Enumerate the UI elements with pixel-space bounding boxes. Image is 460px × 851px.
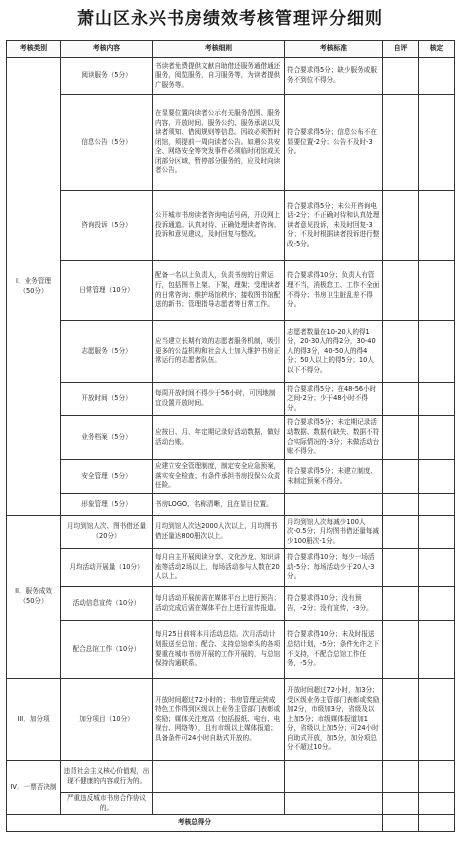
self-score-cell[interactable]	[383, 761, 419, 793]
self-score-cell[interactable]	[383, 516, 419, 549]
table-row	[7, 793, 455, 815]
standard-cell: 符合要求得10分；没有预告，-2分；没有宣传，-3分。	[285, 587, 383, 621]
detail-cell: 公开城市书房读者咨询电话号码，开设网上投诉通道。认真对待、正确处理读者咨询、投诉和意见建议，及时回复与整改。	[153, 191, 285, 261]
detail-cell: 月均到馆人次达2000人次以上，月均图书借还量达800册次以上。	[153, 516, 285, 549]
detail-cell	[153, 761, 285, 793]
standard-cell: 符合要求得5分；未公开咨询电话-2分；不正确对待和认真处理读者意见投诉，未及时回复-3分；不及时根据读者投诉进行整改-5分。	[285, 191, 383, 261]
self-score-cell[interactable]	[383, 416, 419, 460]
item-cell: 月均活动开展量（10分）	[61, 549, 153, 587]
item-cell: 开放时间（5分）	[61, 383, 153, 416]
standard-cell: 符合要求得5分；在48-56小时之间-2分；少于48小时不得分。	[285, 383, 383, 416]
total-self-score-cell[interactable]	[383, 815, 419, 832]
header-approved-score: 核定	[419, 41, 455, 58]
item-cell: 加分项目（10分）	[61, 679, 153, 761]
standard-cell: 符合要求得5分；未建立制度、未制定预案不得分。	[285, 460, 383, 494]
table-row	[7, 494, 455, 516]
standard-cell: 符合要求得10分；未及时报送总结计划，-5分；条件允许之下不支持，不配合总馆工作任务，-5分。	[285, 621, 383, 679]
standard-cell	[285, 761, 383, 793]
detail-cell: 配备一名以上负责人，负责书房的日常运行，包括图书上架、下架，理架；受理读者的日常咨询；维护场馆秩序；接收图书馆配送的新书；管理指导志愿者等日常工作。	[153, 261, 285, 321]
approved-score-cell[interactable]	[419, 95, 455, 191]
self-score-cell[interactable]	[383, 549, 419, 587]
table-row	[7, 383, 455, 416]
self-score-cell[interactable]	[383, 587, 419, 621]
self-score-cell[interactable]	[383, 58, 419, 95]
self-score-cell[interactable]	[383, 621, 419, 679]
self-score-cell[interactable]	[383, 494, 419, 516]
detail-cell	[153, 793, 285, 815]
header-detail: 考核细则	[153, 41, 285, 58]
detail-cell: 在显要位置向读者公示有关服务范围、服务内容、开放时间、服务公约、服务承诺以及读者须知、借阅规则等信息。因故必须暂时闭馆，须提前一周向读者公告。如遇公共安全、网络安全等突发事件必须临时闭馆或关闭部分区域，暂停部分服务的，应及时向读者公告。	[153, 95, 285, 191]
detail-cell: 开放时间超过72小时的；书房管理运营成特色工作得到区级以上业务主管部门表彰或奖励；媒体关注度高（包括报纸、电台、电视台、网络等），且有市级以上媒体报道；具备条件可24小时自助式开放的。	[153, 679, 285, 761]
item-cell: 咨询投诉（5分）	[61, 191, 153, 261]
item-cell: 信息公告（5分）	[61, 95, 153, 191]
item-cell: 严重违反城市书房合作协议的。	[61, 793, 153, 815]
detail-cell: 书房LOGO、名称清晰，且在显目位置。	[153, 494, 285, 516]
table-row	[7, 416, 455, 460]
self-score-cell[interactable]	[383, 460, 419, 494]
self-score-cell[interactable]	[383, 95, 419, 191]
approved-score-cell[interactable]	[419, 621, 455, 679]
category-cell: IV．一票否决制	[7, 761, 61, 815]
detail-cell: 每月自主开展阅读分享、文化沙龙、知识讲座等活动2场以上，每场活动参与人数在20人以上。	[153, 549, 285, 587]
approved-score-cell[interactable]	[419, 460, 455, 494]
approved-score-cell[interactable]	[419, 587, 455, 621]
standard-cell: 月均到馆人次每减少100人次-0.5分；月均图书借还量每减少100册次-1分。	[285, 516, 383, 549]
self-score-cell[interactable]	[383, 383, 419, 416]
item-cell: 配合总馆工作（10分）	[61, 621, 153, 679]
table-row	[7, 95, 455, 191]
standard-cell: 开放时间超过72小时，加3分；受区级业务主管部门表彰或奖励加2分，市级加3分，省级及以上加5分；市级媒体报道加1分，省级以上加5分；可24小时自助式开放，加5分，加分项总分不超过10分。	[285, 679, 383, 761]
total-row	[7, 815, 455, 832]
approved-score-cell[interactable]	[419, 679, 455, 761]
standard-cell: 符合要求得5分；未定期记录活动数据、数据有缺失、数据不符合实际情况的-3分；未做活动台账不得分。	[285, 416, 383, 460]
page-title: 萧山区永兴书房绩效考核管理评分细则	[77, 9, 383, 29]
self-score-cell[interactable]	[383, 679, 419, 761]
table-row	[7, 516, 455, 549]
header-content: 考核内容	[61, 41, 153, 58]
table-row	[7, 549, 455, 587]
detail-cell: 应建立安全管理制度，制定安全应急预案，落实安全检查；有条件承担书房投保公众责任险。	[153, 460, 285, 494]
standard-cell: 符合要求得5分；信息公布不在显要位置-2分；公告不及时-3分。	[285, 95, 383, 191]
category-cell: III．加分项	[7, 679, 61, 761]
standard-cell: 符合要求得5分；缺少服务或服务不到位不得分。	[285, 58, 383, 95]
item-cell: 阅读服务（5分）	[61, 58, 153, 95]
approved-score-cell[interactable]	[419, 261, 455, 321]
approved-score-cell[interactable]	[419, 761, 455, 793]
approved-score-cell[interactable]	[419, 383, 455, 416]
approved-score-cell[interactable]	[419, 58, 455, 95]
approved-score-cell[interactable]	[419, 516, 455, 549]
approved-score-cell[interactable]	[419, 494, 455, 516]
detail-cell: 应当建立长期有效的志愿者服务机制，吸引更多的公益机构和社会人士加入维护书房正常运行的志愿者队伍。	[153, 321, 285, 383]
table-header-row	[7, 41, 455, 58]
table-row	[7, 679, 455, 761]
total-label: 考核总得分	[7, 815, 383, 832]
standard-cell	[285, 793, 383, 815]
standard-cell: 符合要求得10分；每少一场活动-5分；每场活动少于20人-3分。	[285, 549, 383, 587]
header-self-score: 自评	[383, 41, 419, 58]
table-row	[7, 460, 455, 494]
category-cell: I．业务管理（50分）	[7, 58, 61, 516]
self-score-cell[interactable]	[383, 793, 419, 815]
header-category: 考核类别	[7, 41, 61, 58]
detail-cell: 应按日、月、年定期记录好活动数据，做好活动台账。	[153, 416, 285, 460]
item-cell: 违背社会主义核心价值观，出现不健康的内容或行为的。	[61, 761, 153, 793]
item-cell: 月均到馆人次、图书借还量（20分）	[61, 516, 153, 549]
table-row	[7, 261, 455, 321]
category-cell: II．服务成效（50分）	[7, 516, 61, 679]
item-cell: 日常管理（10分）	[61, 261, 153, 321]
self-score-cell[interactable]	[383, 321, 419, 383]
item-cell: 安全管理（5分）	[61, 460, 153, 494]
standard-cell	[285, 494, 383, 516]
self-score-cell[interactable]	[383, 191, 419, 261]
table-row	[7, 587, 455, 621]
approved-score-cell[interactable]	[419, 191, 455, 261]
total-approved-score-cell[interactable]	[419, 815, 455, 832]
table-row	[7, 321, 455, 383]
standard-cell: 志愿者数量在10-20人的得1分，20-30人的得2分，30-40人的得3分，40-50人的得4分；50人以上的得5分；10人以下不得分。	[285, 321, 383, 383]
self-score-cell[interactable]	[383, 261, 419, 321]
detail-cell: 每周开放时间不得少于56小时，可因地制宜设置开放时间。	[153, 383, 285, 416]
table-row	[7, 621, 455, 679]
item-cell: 志愿服务（5分）	[61, 321, 153, 383]
table-row	[7, 761, 455, 793]
header-standard: 考核标准	[285, 41, 383, 58]
detail-cell: 书读者免费提供文献自助借还服务通借通还服务，阅览服务，自习服务等，为读者提供广服务等。	[153, 58, 285, 95]
approved-score-cell[interactable]	[419, 321, 455, 383]
item-cell: 业务档案（5分）	[61, 416, 153, 460]
approved-score-cell[interactable]	[419, 549, 455, 587]
item-cell: 形象管理（5分）	[61, 494, 153, 516]
table-row	[7, 191, 455, 261]
detail-cell: 每月活动开展前需在媒体平台上进行预告；活动完成后需在媒体平台上进行宣传报道。	[153, 587, 285, 621]
item-cell: 活动信息宣传（10分）	[61, 587, 153, 621]
detail-cell: 每月25日前将本月活动总结、次月活动计划报送至总馆；配合、支持总馆牵头的各项要重在城市书房开展的工作开展的，与总馆保持沟通联系。	[153, 621, 285, 679]
approved-score-cell[interactable]	[419, 416, 455, 460]
scoring-table	[6, 40, 455, 832]
standard-cell: 符合要求得10分；负责人有管理不当，消极怠工、工作不全面不得分；书房卫生脏乱差不得分。	[285, 261, 383, 321]
table-row	[7, 58, 455, 95]
approved-score-cell[interactable]	[419, 793, 455, 815]
